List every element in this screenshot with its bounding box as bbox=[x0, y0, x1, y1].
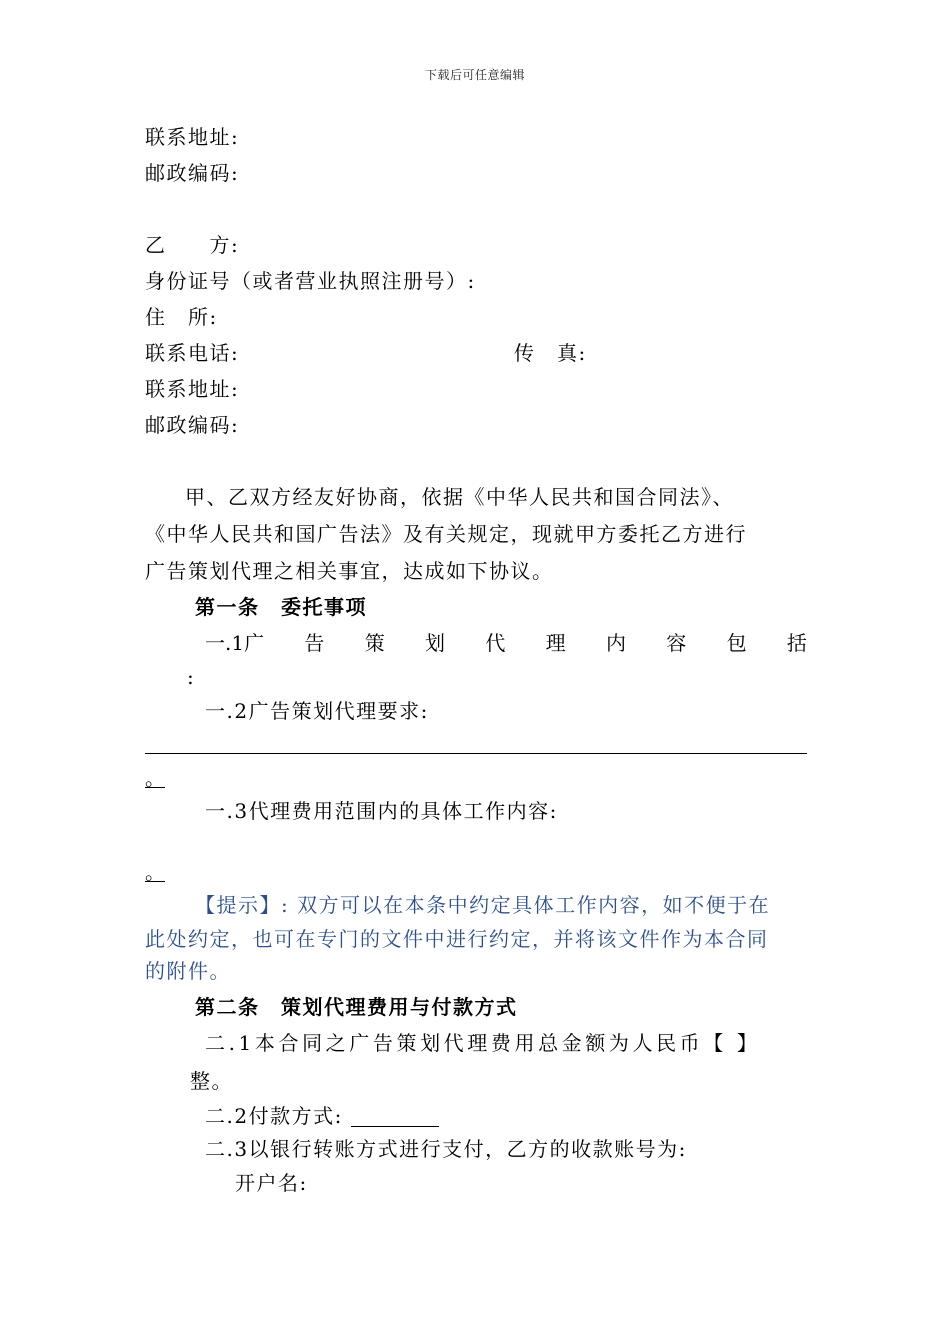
item-1-char: 包 bbox=[726, 631, 747, 655]
party-a-postcode-label: 邮政编码: bbox=[145, 161, 240, 185]
item-1-char: 容 bbox=[666, 631, 687, 655]
period-mark: 。 bbox=[145, 860, 165, 884]
item-1-char: 内 bbox=[605, 631, 626, 655]
item-1-char: 代 bbox=[485, 631, 506, 655]
article-1-item-1 bbox=[205, 630, 807, 656]
item-1-char: 划 bbox=[425, 631, 446, 655]
article-2-title: 第二条 策划代理费用与付款方式 bbox=[195, 995, 518, 1019]
party-b-label: 乙 方: bbox=[145, 233, 240, 257]
party-b-fax-label: 传 真: bbox=[514, 341, 587, 365]
preamble-line-2: 《中华人民共和国广告法》及有关规定，现就甲方委托乙方进行 bbox=[145, 522, 747, 546]
preamble-line-3: 广告策划代理之相关事宜，达成如下协议。 bbox=[145, 559, 554, 583]
period-underline bbox=[145, 881, 165, 882]
hint-line-2: 此处约定，也可在专门的文件中进行约定，并将该文件作为本合同 bbox=[145, 927, 769, 951]
item-1-char: 括 bbox=[786, 631, 807, 655]
party-a-address-label: 联系地址: bbox=[145, 125, 240, 149]
page-header-note: 下载后可任意编辑 bbox=[424, 68, 525, 82]
hint-line-1: 【提示】: 双方可以在本条中约定具体工作内容，如不便于在 bbox=[195, 893, 771, 917]
preamble-line-1: 甲、乙双方经友好协商，依据《中华人民共和国合同法》、 bbox=[185, 485, 734, 509]
article-1-item-2: 一.2广告策划代理要求: bbox=[205, 699, 429, 723]
party-b-id-label: 身份证号（或者营业执照注册号）: bbox=[145, 269, 476, 293]
account-name-label: 开户名: bbox=[235, 1171, 308, 1195]
item-1-char: 理 bbox=[545, 631, 566, 655]
article-1-item-3: 一.3代理费用范围内的具体工作内容: bbox=[205, 799, 558, 823]
article-1-title: 第一条 委托事项 bbox=[195, 595, 367, 619]
item-1-char: 一.1广 bbox=[205, 631, 265, 655]
period-mark: 。 bbox=[145, 766, 165, 790]
party-b-residence-label: 住 所: bbox=[145, 305, 218, 329]
hint-line-3: 的附件。 bbox=[145, 959, 231, 983]
article-2-item-1-tail: 整。 bbox=[190, 1069, 233, 1093]
item-1-char: 策 bbox=[364, 631, 385, 655]
party-b-postcode-label: 邮政编码: bbox=[145, 413, 240, 437]
payment-method-blank[interactable] bbox=[351, 1125, 439, 1127]
period-underline bbox=[145, 787, 165, 788]
article-2-item-2 bbox=[205, 1103, 439, 1129]
item-1-char: 告 bbox=[304, 631, 325, 655]
party-b-address-label: 联系地址: bbox=[145, 377, 240, 401]
payment-method-label: 二.2付款方式: bbox=[205, 1104, 343, 1128]
article-2-item-3: 二.3以银行转账方式进行支付，乙方的收款账号为: bbox=[205, 1137, 687, 1161]
article-2-item-1: 二.1本合同之广告策划代理费用总金额为人民币【 】 bbox=[205, 1031, 761, 1055]
party-b-phone-label: 联系电话: bbox=[145, 341, 240, 365]
fill-in-underline bbox=[145, 753, 807, 754]
article-1-item-1-colon: : bbox=[187, 665, 196, 689]
